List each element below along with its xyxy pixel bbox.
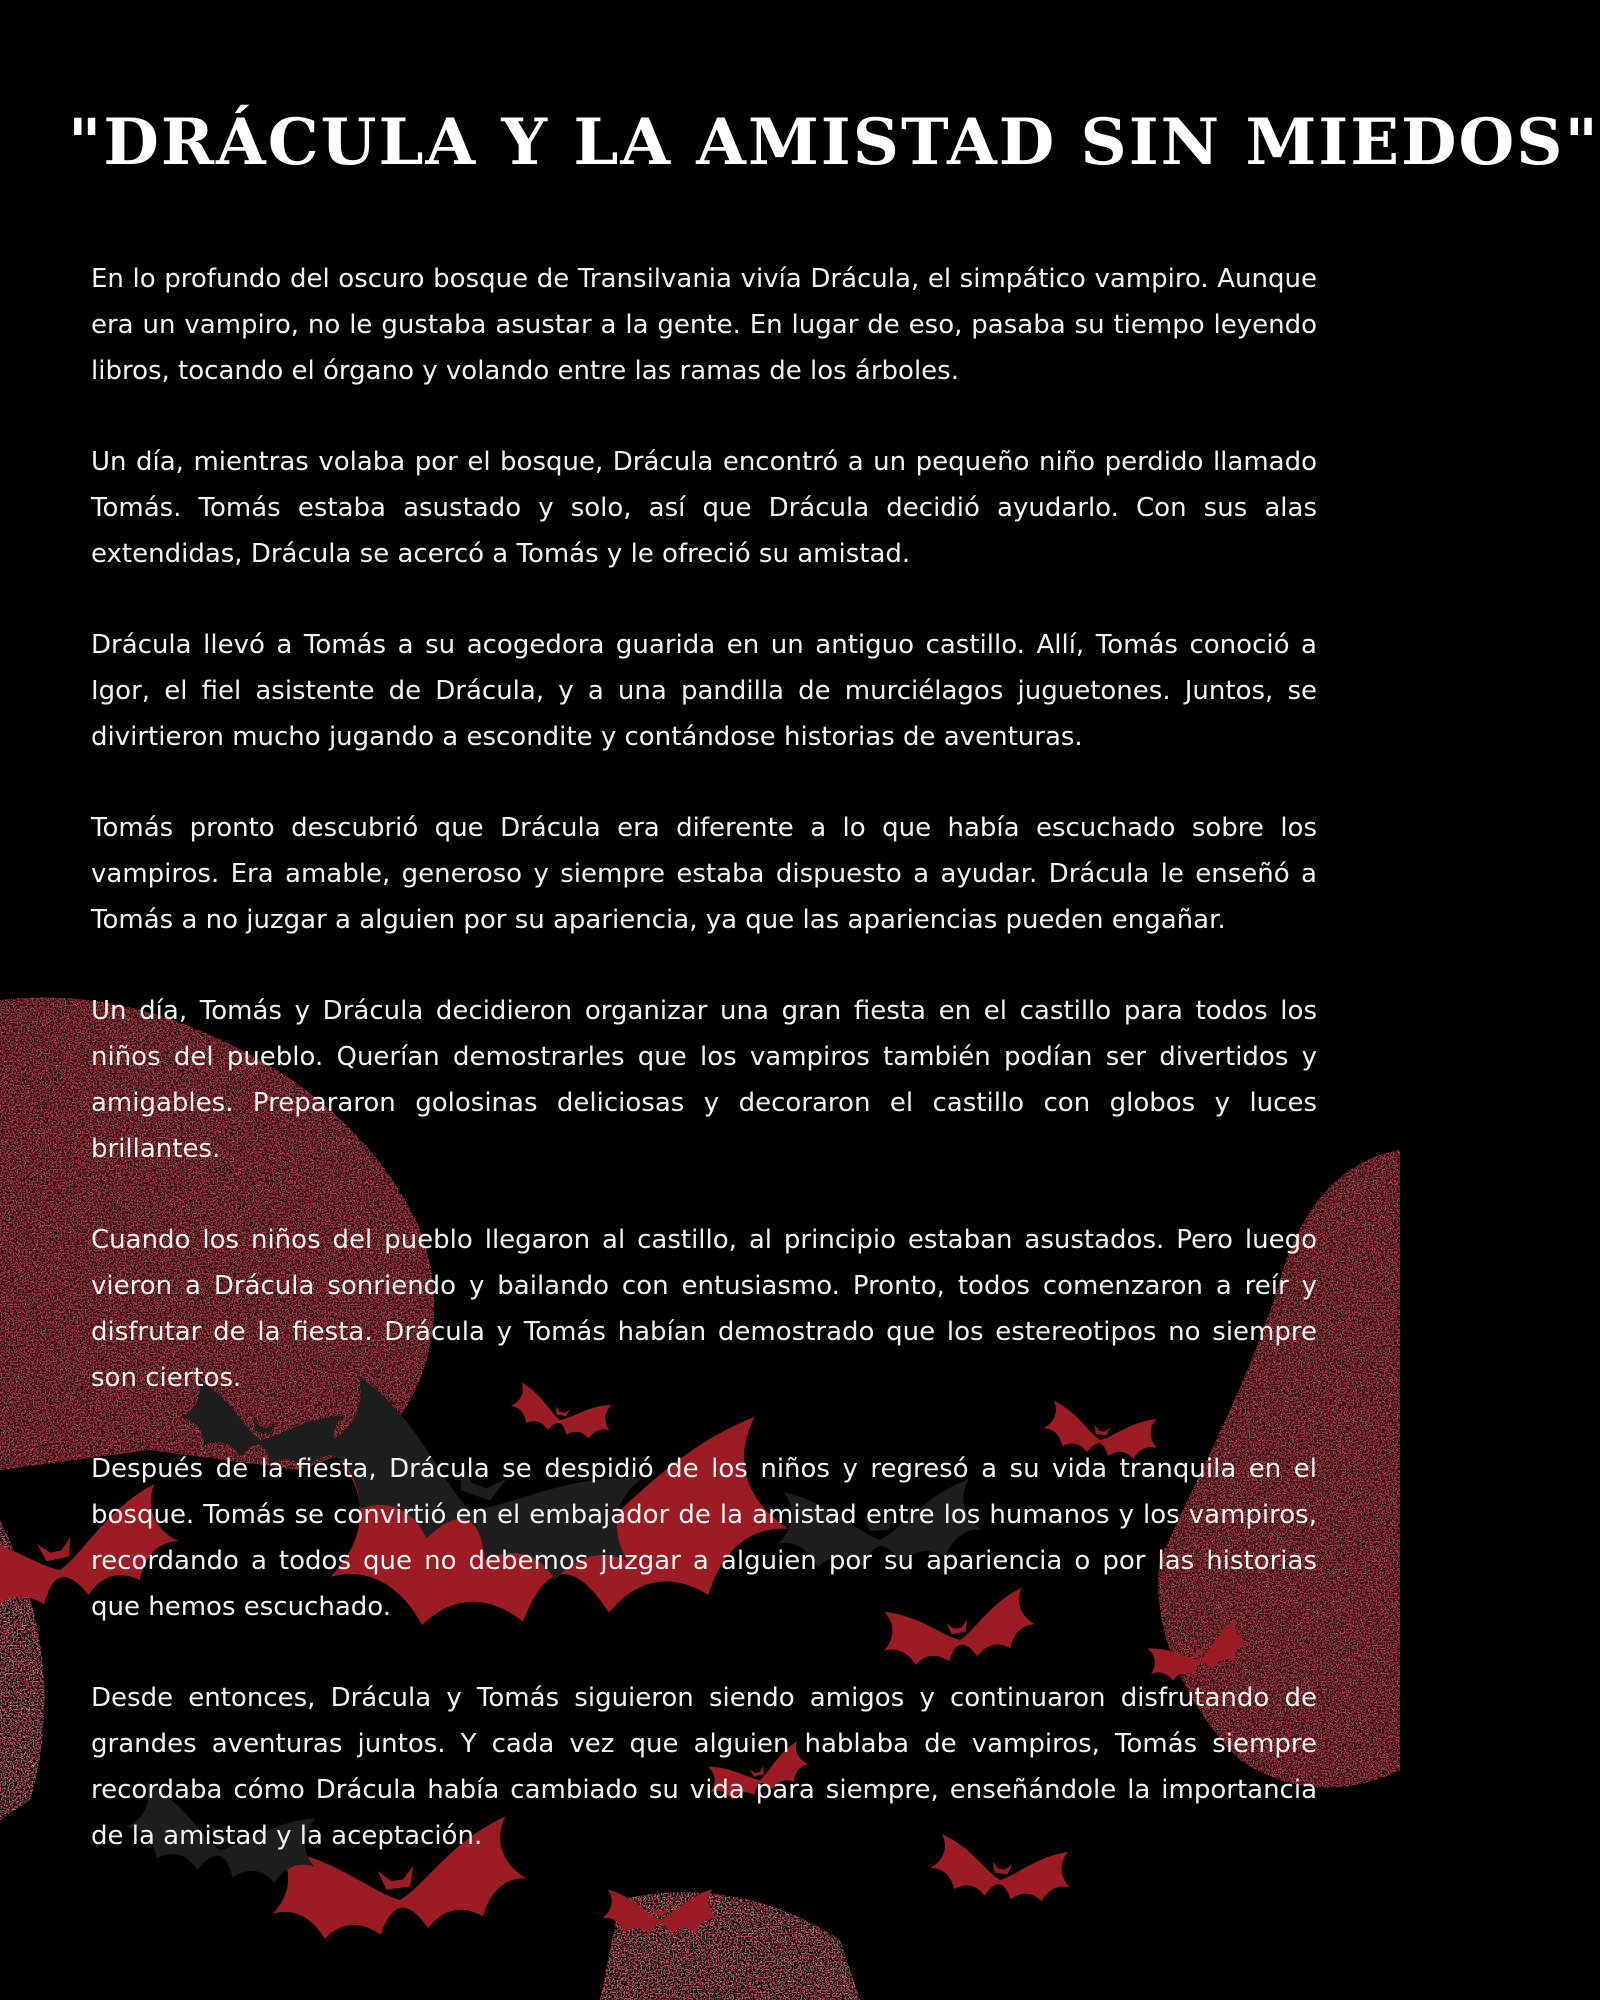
story-paragraph: En lo profundo del oscuro bosque de Transilvania vivía Drácula, el simpático vampiro. Aunque era un vampiro, no le gustaba asustar a la gente. En lugar de eso, pasaba su tiempo leyendo libros, tocando el órgano y volando entre las ramas de los árboles. [91, 264, 1317, 386]
story-paragraph: Cuando los niños del pueblo llegaron al castillo, al principio estaban asustados. Pero luego vieron a Drácula sonriendo y bailando con entusiasmo. Pronto, todos comenzaron a reír y disfrutar de la fiesta. Drácula y Tomás habían demostrado que los estereotipos no siempre son ciertos. [91, 1225, 1317, 1393]
story-paragraph: Drácula llevó a Tomás a su acogedora guarida en un antiguo castillo. Allí, Tomás conoció a Igor, el fiel asistente de Drácula, y a una pandilla de murciélagos juguetones. Juntos, se divirtieron mucho jugando a escondite y contándose historias de aventuras. [91, 630, 1317, 752]
story-paragraph: Un día, mientras volaba por el bosque, Drácula encontró a un pequeño niño perdido llamado Tomás. Tomás estaba asustado y solo, así que Drácula decidió ayudarlo. Con sus alas extendidas, Drácula se acercó a Tomás y le ofreció su amistad. [91, 447, 1317, 569]
story-paragraph: Después de la fiesta, Drácula se despidió de los niños y regresó a su vida tranquila en el bosque. Tomás se convirtió en el embajador de la amistad entre los humanos y los vampiros, recordando a todos que no debemos juzgar a alguien por su apariencia o por las historias que hemos escuchado. [91, 1454, 1317, 1622]
story-paragraph: Tomás pronto descubrió que Drácula era diferente a lo que había escuchado sobre los vampiros. Era amable, generoso y siempre estaba dispuesto a ayudar. Drácula le enseñó a Tomás a no juzgar a alguien por su apariencia, ya que las apariencias pueden engañar. [91, 813, 1317, 935]
story-title: "DRÁCULA Y LA AMISTAD SIN MIEDOS" [68, 105, 1600, 180]
story-paragraph: Un día, Tomás y Drácula decidieron organizar una gran fiesta en el castillo para todos los niños del pueblo. Querían demostrarles que los vampiros también podían ser divertidos y amigables. Prepararon golosinas deliciosas y decoraron el castillo con globos y luces brillantes. [91, 996, 1317, 1164]
story-body [91, 256, 1317, 1904]
story-paragraph: Desde entonces, Drácula y Tomás siguieron siendo amigos y continuaron disfrutando de grandes aventuras juntos. Y cada vez que alguien hablaba de vampiros, Tomás siempre recordaba cómo Drácula había cambiado su vida para siempre, enseñándole la importancia de la amistad y la aceptación. [91, 1683, 1317, 1851]
